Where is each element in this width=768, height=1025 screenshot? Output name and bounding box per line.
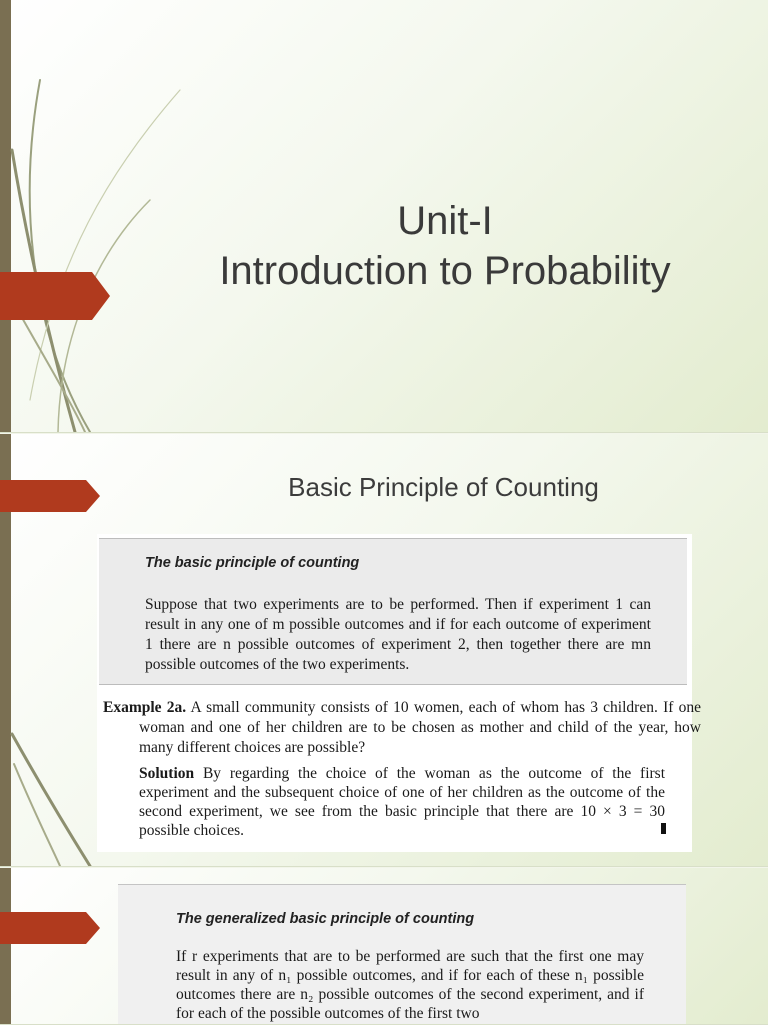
definition-heading: The generalized basic principle of counting [176,911,475,927]
slide-title [0,0,768,433]
example-label: Example 2a. [103,699,187,716]
solution-label: Solution [139,765,195,782]
example-text: A small community consists of 10 women, each of whom has 3 children. If one woman and one of her children are to be chosen as mother and child of the year, how many different choices are possible? [139,699,701,756]
slide-generalized-counting [0,868,768,1025]
definition-text: Suppose that two experiments are to be performed. Then if experiment 1 can result in any one of m possible outcomes and if for each outcome of experiment 1 there are n possible outcomes of experiment 2, then together there are mn possible outcomes of the two experiments. [145,596,651,673]
solution-paragraph [139,764,665,840]
slide-left-bar [0,0,11,432]
slide-arrow-tab [0,272,110,320]
title-line-1: Unit-I [397,199,493,243]
example-paragraph [103,698,701,758]
slide-arrow-tab [0,912,100,960]
slide-subtitle: Basic Principle of Counting [288,472,599,502]
definition-text: If r experiments that are to be performed are such that the first one may result in any of n₁ possible outcomes, and if for each of these n₁ possible outcomes there are n₂ possible outcomes of the second experiment, and if for each of the possible outcomes of the first two [176,948,644,1022]
end-of-proof-mark [661,823,666,834]
definition-box [99,538,687,685]
slide-title-text [150,196,740,296]
title-line-2: Introduction to Probability [219,249,671,293]
slide-counting [0,434,768,867]
definition-heading: The basic principle of counting [145,555,360,571]
scanned-textbook-excerpt [97,534,701,852]
scanned-textbook-excerpt [118,884,686,1025]
solution-text: By regarding the choice of the woman as the outcome of the first experiment and the subsequent choice of one of her children as the outcome of the second experiment, we see from the basic principle that there are 10 × 3 = 30 possible choices. [139,765,666,839]
